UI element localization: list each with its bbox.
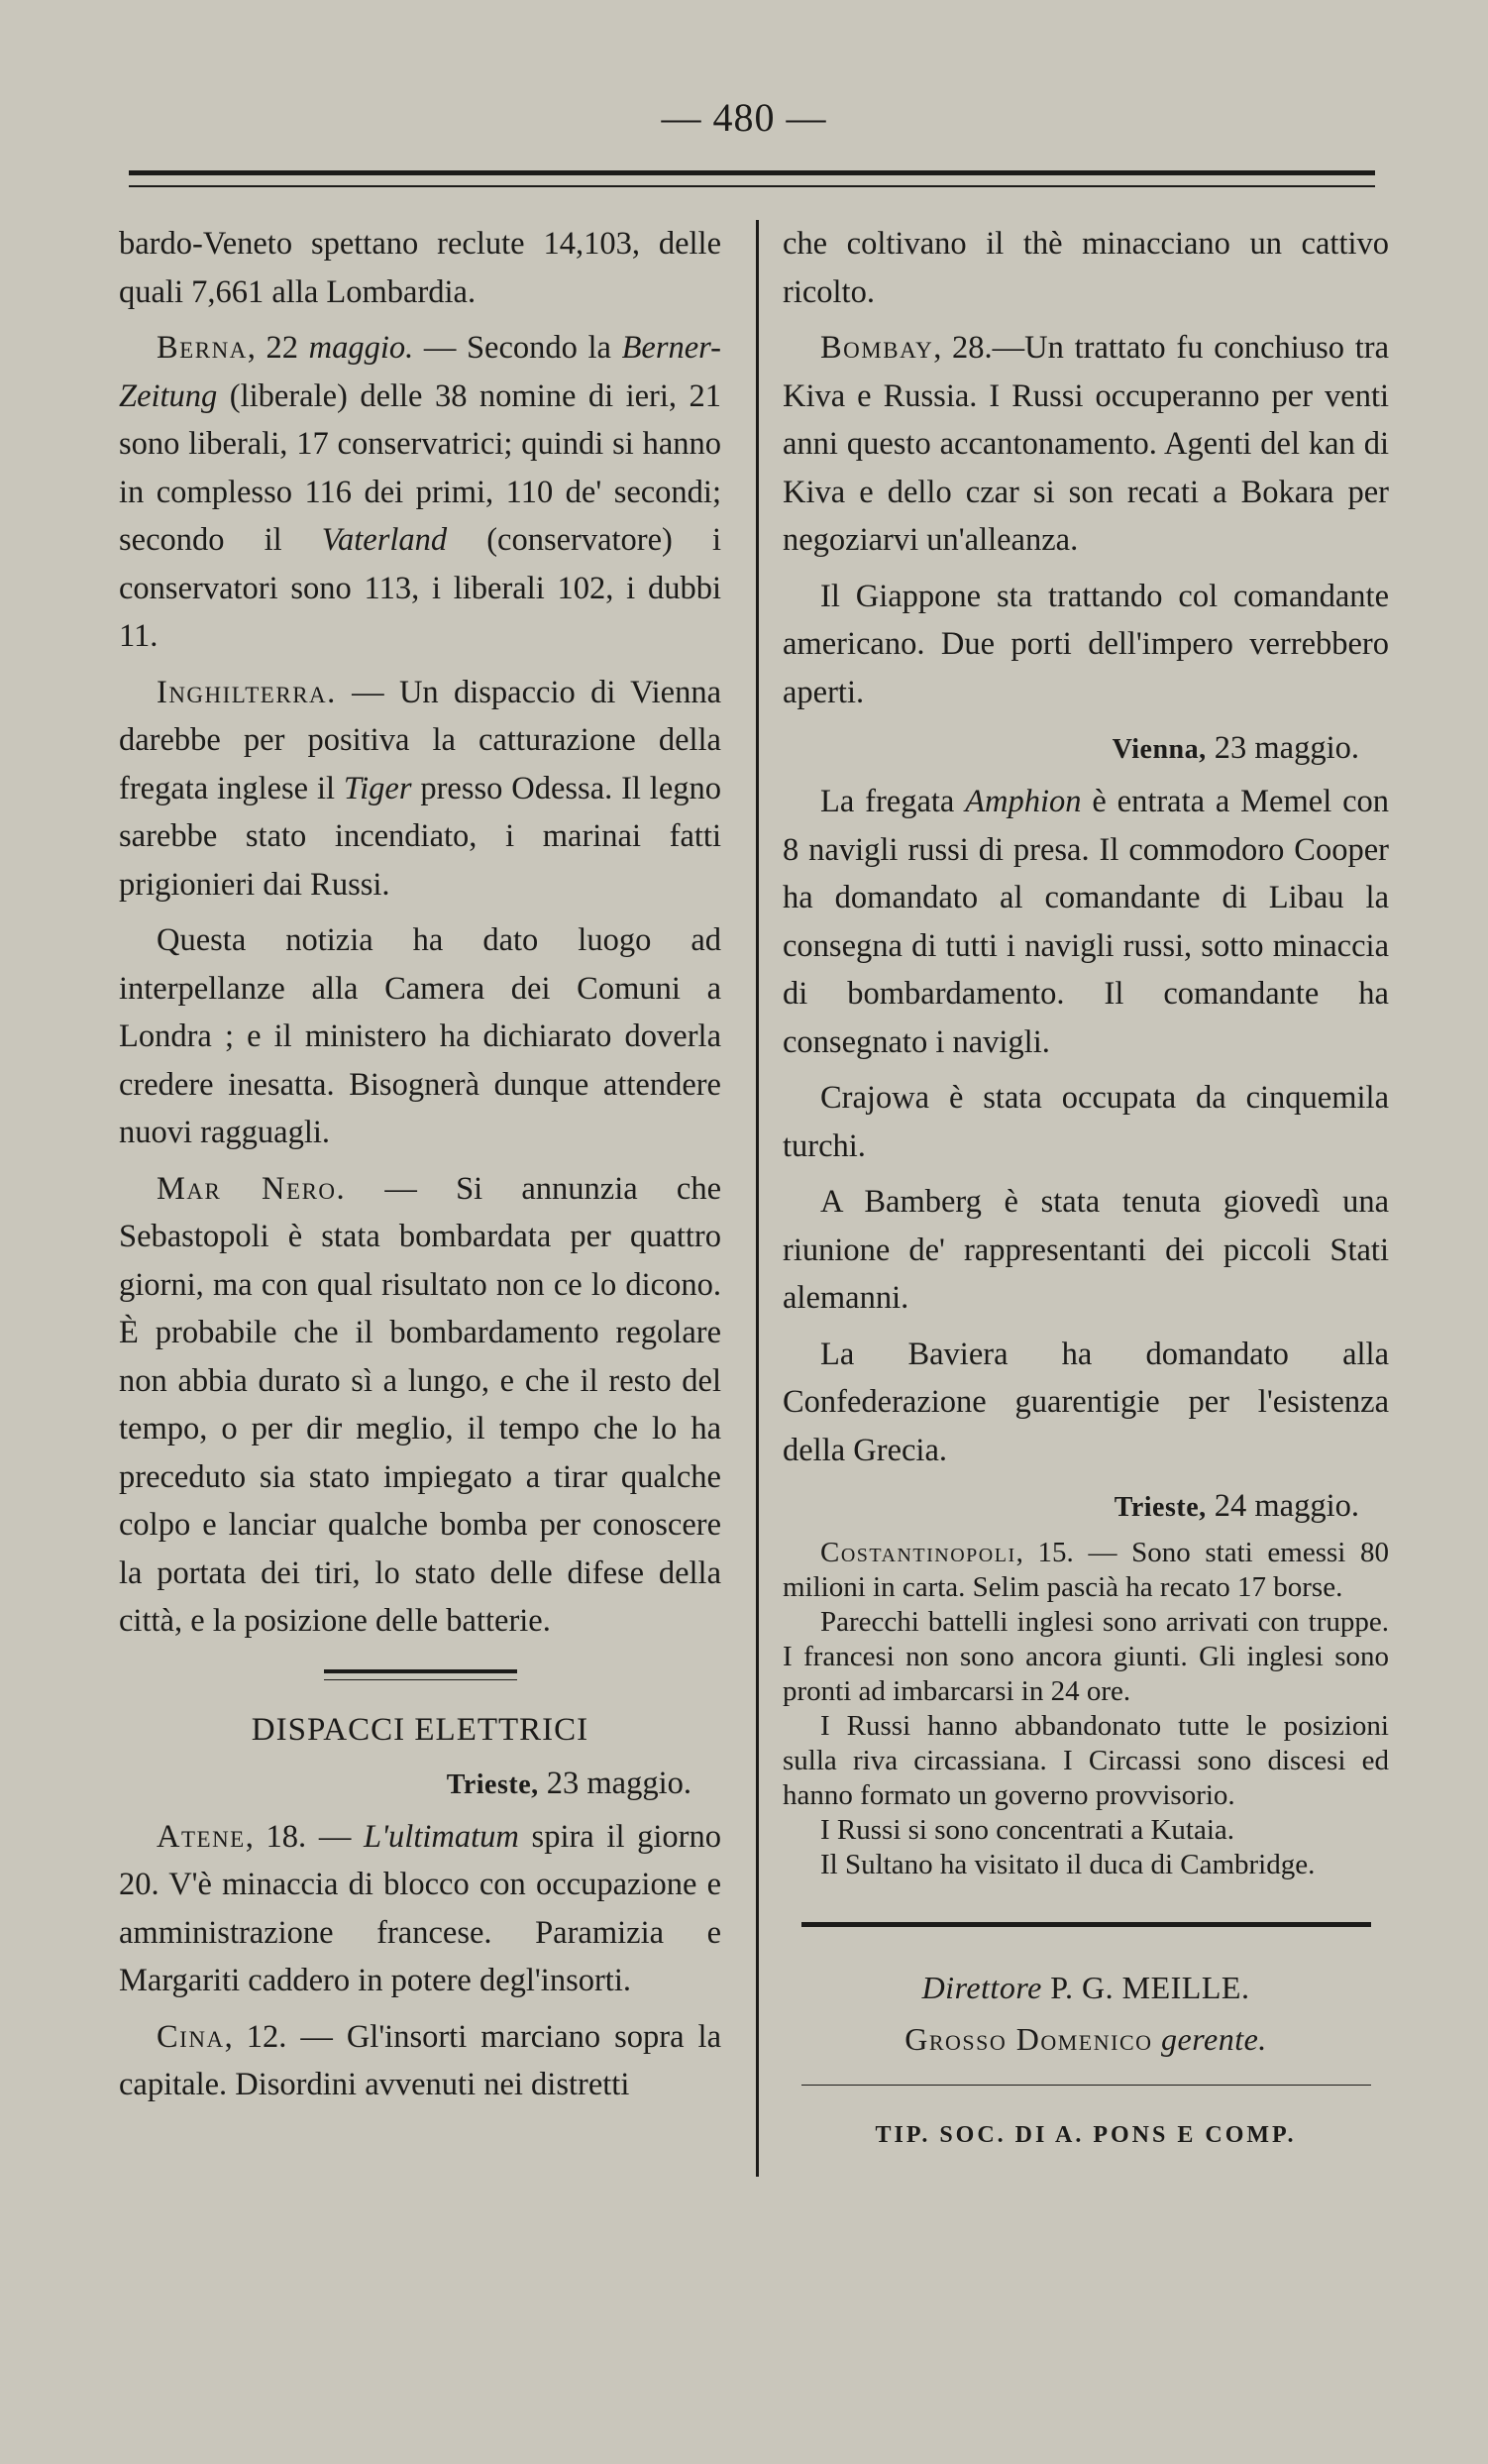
news-item-berna <box>119 324 721 661</box>
header-rule <box>129 170 1375 187</box>
printer-imprint: TIP. SOC. DI A. PONS E COMP. <box>875 2122 1297 2148</box>
paragraph: bardo-Veneto spettano reclute 14,103, delle quali 7,661 alla Lombardia. <box>119 226 721 310</box>
paragraph: I Russi si sono concentrati a Kutaia. <box>820 1814 1234 1846</box>
paragraph: Il Giappone sta trattando col comandante americano. Due porti dell'impero verrebbero aperti. <box>783 578 1389 710</box>
place-heading: Cina <box>157 2018 225 2055</box>
dateline-date: 23 maggio. <box>1206 730 1359 766</box>
director-name: P. G. MEILLE. <box>1041 1970 1250 2005</box>
text-run: L'ultimatum <box>364 1818 519 1855</box>
text-run: (conservatore) i conservatori sono 113, i liberali 102, i dubbi 11. <box>119 522 721 654</box>
text-run: — Un dispaccio di Vienna darebbe per positiva la catturazione della fregata inglese il <box>119 674 721 806</box>
right-column <box>783 220 1389 2160</box>
dateline <box>783 724 1359 774</box>
dateline-date: 24 maggio. <box>1206 1488 1359 1524</box>
news-item-cina <box>119 2013 721 2109</box>
page-number: — 480 — <box>661 95 827 140</box>
news-item-inghilterra <box>119 669 721 910</box>
paragraph: I Russi hanno abbandonato tutte le posizioni sulla riva circassiana. I Circassi sono discesi ed hanno formato un governo provvisorio. <box>783 1710 1389 1811</box>
news-item-memel <box>783 778 1389 1066</box>
dateline-place: Trieste, <box>446 1768 539 1800</box>
text-run: maggio. <box>308 330 414 366</box>
paragraph: Crajowa è stata occupata da cinquemila turchi. <box>783 1080 1389 1164</box>
footer-rule-thin <box>801 2085 1371 2086</box>
place-heading: Berna <box>157 330 248 366</box>
manager-line <box>783 2013 1389 2065</box>
section-title: DISPACCI ELETTRICI <box>251 1711 589 1748</box>
news-item-mar-nero <box>119 1165 721 1646</box>
ship-name: Amphion <box>965 784 1082 819</box>
place-heading: Bombay <box>820 330 934 366</box>
text-run: , 15. — Sono stati emessi 80 milioni in carta. Selim pascià ha recato 17 borse. <box>783 1537 1389 1603</box>
text-run: — Secondo la <box>413 330 622 366</box>
text-run: spira il giorno 20. V'è minaccia di blocco con occupazione e amministrazione francese. Paramizia e Margariti caddero in potere degl'insorti. <box>119 1818 722 1998</box>
paragraph: Il Sultano ha visitato il duca di Cambridge. <box>820 1849 1316 1880</box>
text-run: presso Odessa. Il legno sarebbe stato incendiato, i marinai fatti prigionieri dai Russi. <box>119 770 721 903</box>
ship-name: Tiger <box>343 770 412 806</box>
text-run: , 22 <box>247 330 309 366</box>
text-run: Direttore <box>921 1970 1042 2005</box>
dateline-date: 23 maggio. <box>538 1765 691 1801</box>
manager-name: Grosso Domenico <box>904 2021 1153 2057</box>
paragraph: che coltivano il thè minacciano un cattivo ricolto. <box>783 226 1389 310</box>
dateline <box>783 1482 1359 1532</box>
section-rule <box>324 1669 517 1680</box>
paragraph: Parecchi battelli inglesi sono arrivati con truppe. I francesi non sono ancora giunti. Gli inglesi sono pronti ad imbarcarsi in 24 ore. <box>783 1606 1389 1707</box>
dateline-place: Vienna, <box>1112 734 1207 765</box>
text-run: , 28.—Un trattato fu conchiuso tra Kiva e Russia. I Russi occuperanno per venti anni questo accantonamento. Agenti del kan di Kiva e dello czar si son recati a Bokara per negoziarvi un'alleanza. <box>783 330 1389 558</box>
paragraph: Questa notizia ha dato luogo ad interpellanze alla Camera dei Comuni a Londra ; e il ministero ha dichiarato doverla credere inesatta. Bisognerà dunque attendere nuovi ragguagli. <box>119 922 721 1150</box>
dateline-place: Trieste, <box>1114 1492 1207 1523</box>
dateline <box>119 1760 691 1809</box>
text-run: , 12. — Gl'insorti marciano sopra la capitale. Disordini avvenuti nei distretti <box>119 2018 721 2102</box>
text-run: è entrata a Memel con 8 navigli russi di presa. Il commodoro Cooper ha domandato al comandante di Libau la consegna di tutti i navigli russi, sotto minaccia di bombardamento. Il comandante ha consegnato i navigli. <box>783 784 1389 1060</box>
text-run: — Si annunzia che Sebastopoli è stata bombardata per quattro giorni, ma con qual risultato non ce lo dicono. È probabile che il bombardamento regolare non abbia durato sì a lungo, e che il resto del tempo, o per dir meglio, il tempo che lo ha preceduto sia stato impiegato a tirar qualche colpo e lanciar qualche bomba per conoscere la portata dei tiri, lo stato delle difese della città, e la posizione delle batterie. <box>119 1170 721 1639</box>
news-item-atene <box>119 1813 721 2005</box>
news-item-bombay <box>783 324 1389 565</box>
paragraph: A Bamberg è stata tenuta giovedì una riunione de' rappresentanti dei piccoli Stati alemanni. <box>783 1184 1389 1316</box>
text-run: , 18. — <box>245 1818 365 1855</box>
newspaper-name: Berner-Zeitung <box>119 330 721 414</box>
small-print-block <box>783 1536 1389 1882</box>
newspaper-name: Vaterland <box>321 522 448 558</box>
place-heading: Costantinopoli <box>820 1537 1016 1568</box>
place-heading: Inghilterra. <box>157 674 337 710</box>
footer-rule <box>801 1922 1371 1932</box>
place-heading: Atene <box>157 1818 246 1855</box>
text-run: La fregata <box>820 784 966 819</box>
column-divider <box>756 220 759 2177</box>
paragraph: La Baviera ha domandato alla Confederazione guarentigie per l'esistenza della Grecia. <box>783 1336 1389 1468</box>
news-item-costantinopoli <box>783 1536 1389 1605</box>
left-column <box>119 220 721 2117</box>
text-run: gerente. <box>1152 2021 1267 2057</box>
director-line <box>783 1962 1389 2013</box>
place-heading: Mar Nero. <box>157 1170 347 1207</box>
text-run: (liberale) delle 38 nomine di ieri, 21 sono liberali, 17 conservatrici; quindi si hanno in complesso 116 dei primi, 110 de' secondi; secondo il <box>119 377 721 558</box>
